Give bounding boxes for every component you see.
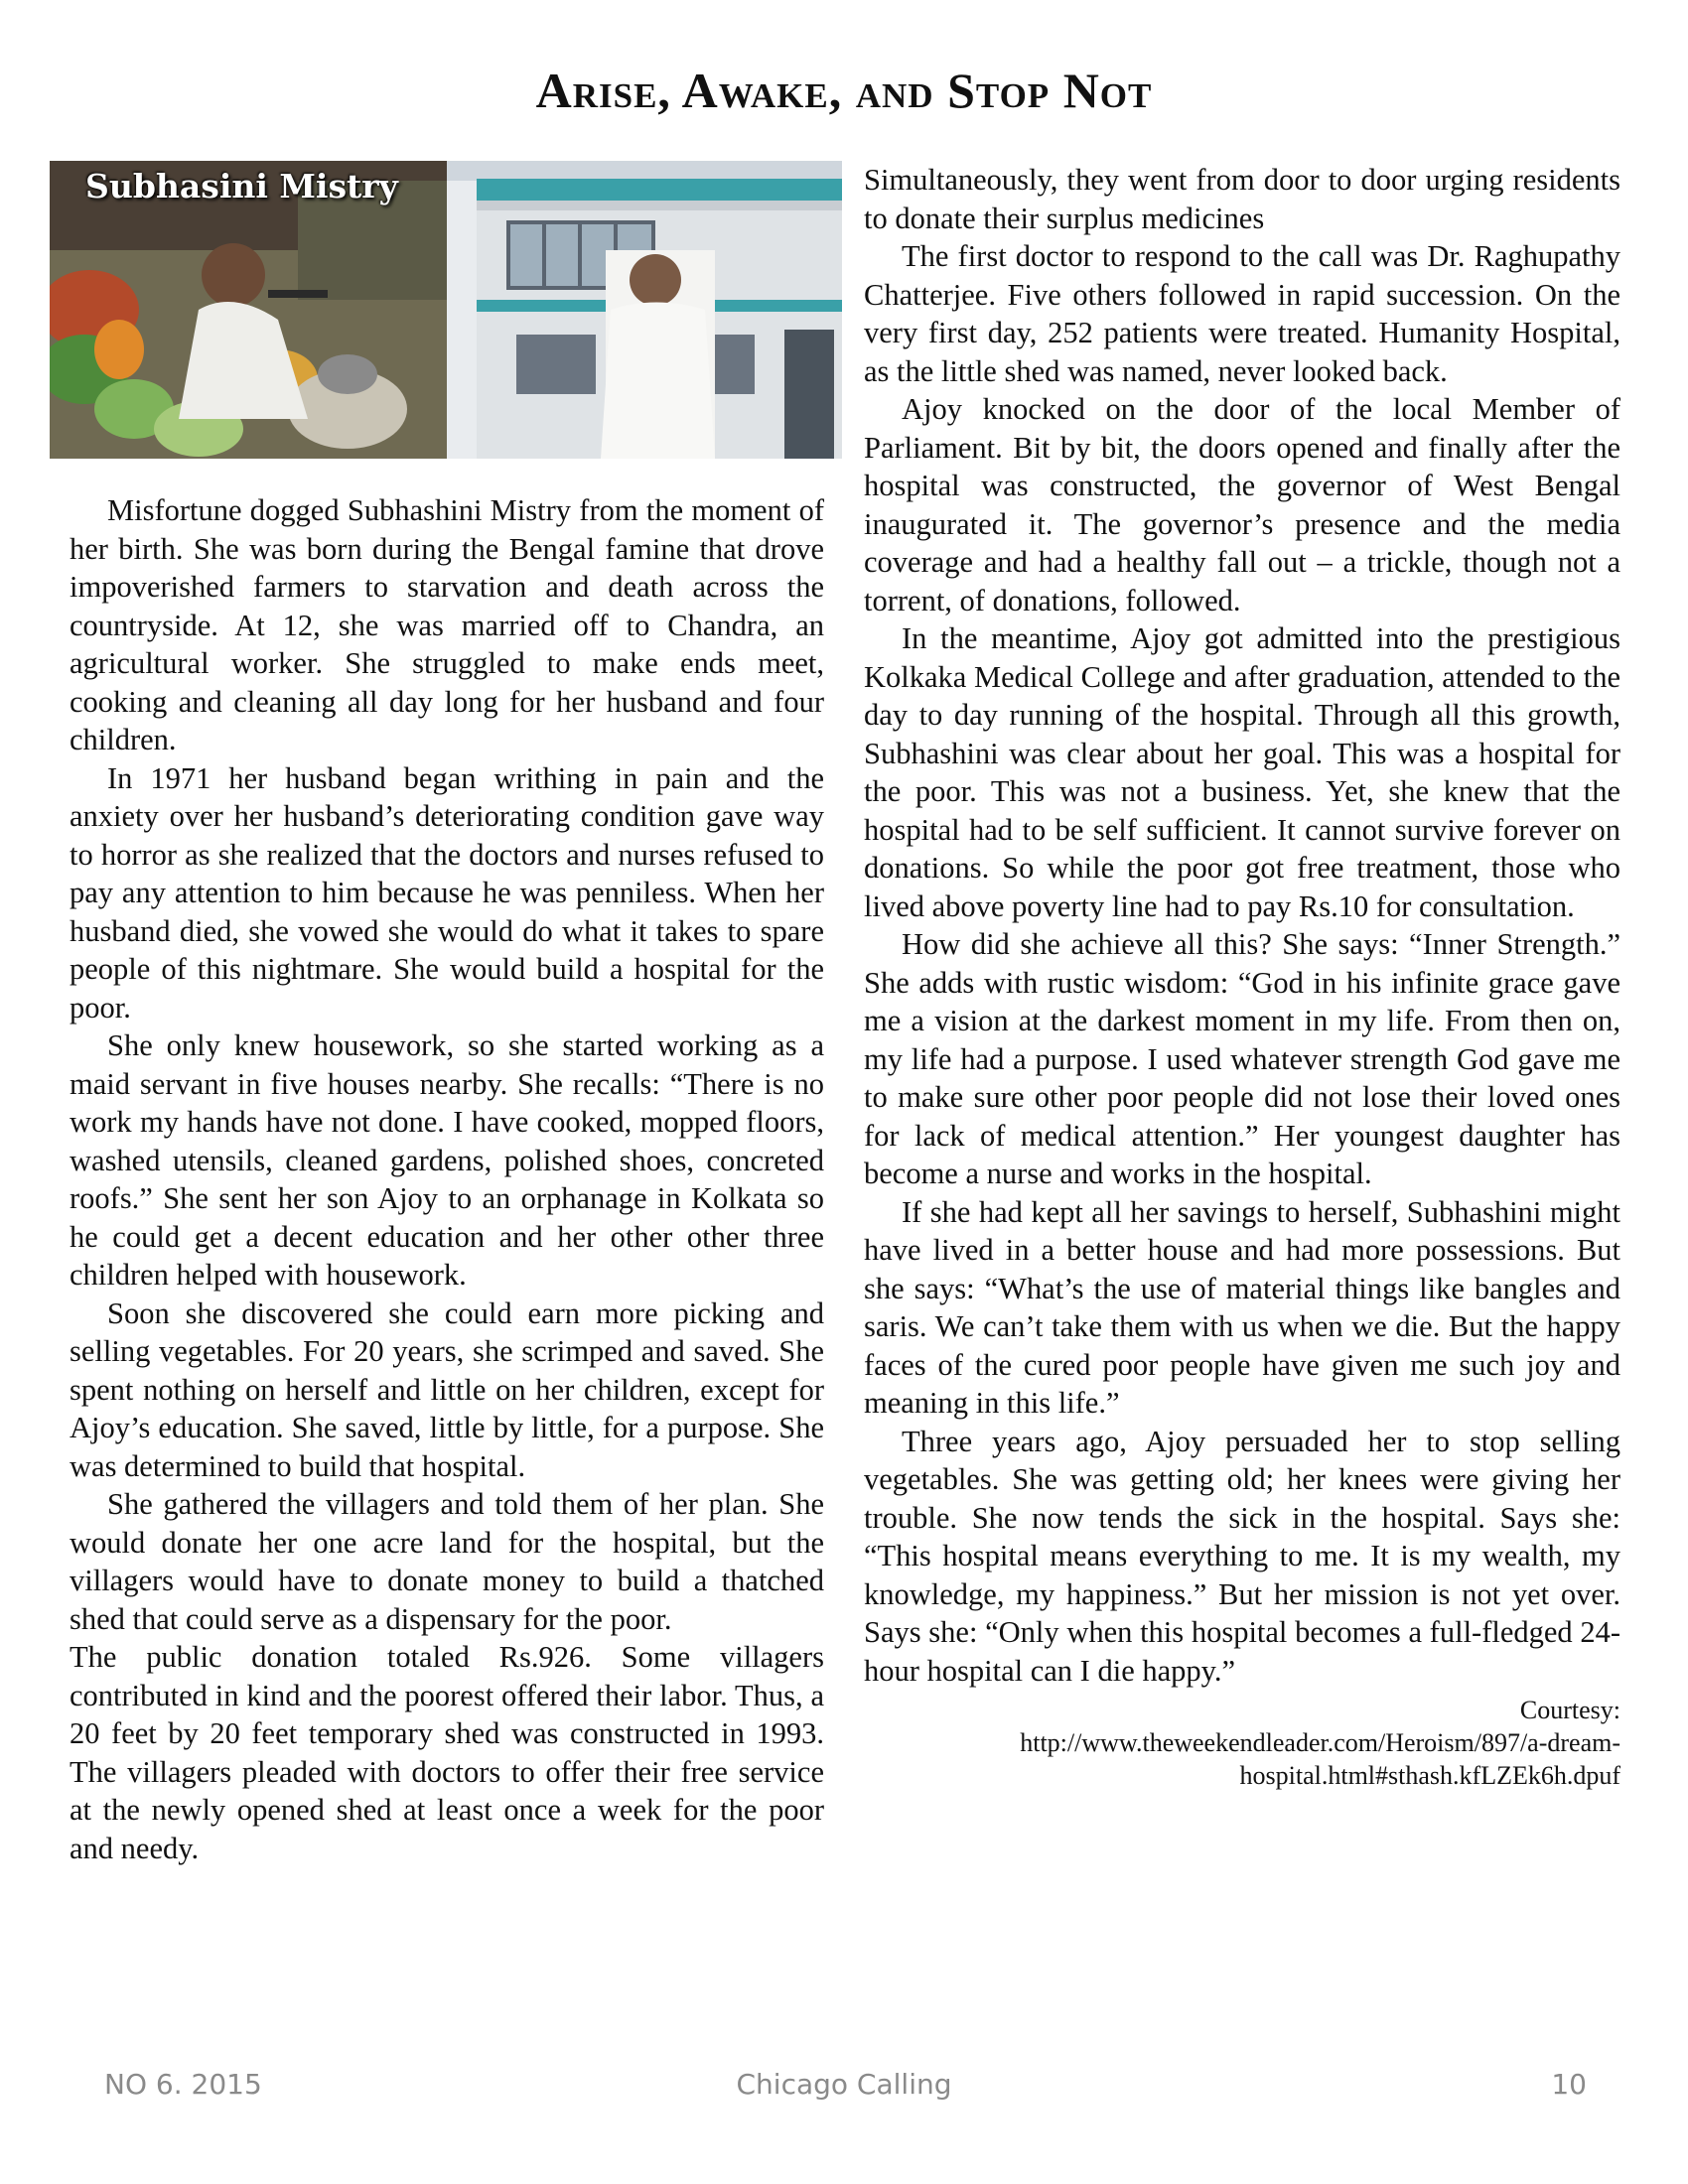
paragraph: Simultaneously, they went from door to door urging residents to donate their surplus medicines xyxy=(864,163,1620,235)
footer-publication: Chicago Calling xyxy=(736,2068,952,2101)
paragraph: How did she achieve all this? She says: “Inner Strength.” She adds with rustic wisdom: “God in his infinite grace gave me a vision at the darkest moment in my life. From then on, my life had a purpose. I used whatever strength God gave me to make sure other poor people did not lose their loved ones for lack of medical attention.” Her youngest daughter has become a nurse and works in the hospital. xyxy=(864,927,1620,1190)
paragraph: She gathered the villagers and told them of her plan. She would donate her one acre land for the hospital, but the villagers would have to donate money to build a thatched shed that could serve as a dispensary for the poor. xyxy=(70,1487,824,1636)
paragraph: In the meantime, Ajoy got admitted into the prestigious Kolkaka Medical College and after graduation, attended to the day to day running of the hospital. Through all this growth, Subhashini was clear about her goal. This was a hospital for the poor. This was not a business. Yet, she knew that the hospital had to be self sufficient. It cannot survive forever on donations. So while the poor got free treatment, those who lived above poverty line had to pay Rs.10 for consultation. xyxy=(864,621,1620,923)
paragraph: The public donation totaled Rs.926. Some villagers contributed in kind and the poorest offered their labor. Thus, a 20 feet by 20 feet temporary shed was constructed in 1993. The villagers pleaded with doctors to offer their free service at the newly opened shed at least once a week for the poor and needy. xyxy=(70,1640,824,1865)
paragraph: She only knew housework, so she started working as a maid servant in five houses nearby. She recalls: “There is no work my hands have not done. I have cooked, mopped floors, washed utensils, cleaned gardens, polished shoes, concreted roofs.” She sent her son Ajoy to an orphanage in Kolkata so he could get a decent education and her other other three children helped with housework. xyxy=(70,1028,824,1292)
paragraph: Ajoy knocked on the door of the local Member of Parliament. Bit by bit, the doors opened and finally after the hospital was constructed, the governor of West Bengal inaugurated it. The governor’s presence and the media coverage and had a healthy fall out – a trickle, though not a torrent, of donations, followed. xyxy=(864,392,1620,617)
paragraph: The first doctor to respond to the call was Dr. Raghupathy Chatterjee. Five others followed in rapid succession. On the very first day, 252 patients were treated. Humanity Hospital, as the little shed was named, never looked back. xyxy=(864,239,1620,388)
paragraph: Misfortune dogged Subhashini Mistry from the moment of her birth. She was born during the Bengal famine that drove impoverished farmers to starvation and death across the countryside. At 12, she was married off to Chandra, an agricultural worker. She struggled to make ends meet, cooking and cleaning all day long for her husband and four children. xyxy=(70,493,824,756)
paragraph: Three years ago, Ajoy persuaded her to stop selling vegetables. She was getting old; her knees were giving her trouble. She now tends the sick in the hospital. Says she: “This hospital means everything to me. It is my wealth, my knowledge, my happiness.” But her mission is not yet over. Says she: “Only when this hospital becomes a full-fledged 24-hour hospital can I die happy.” xyxy=(864,1424,1620,1688)
paragraph: If she had kept all her savings to herself, Subhashini might have lived in a better house and had more possessions. But she says: “What’s the use of material things like bangles and saris. We can’t take them with us when we die. But the happy faces of the cured poor people have given me such joy and meaning in this life.” xyxy=(864,1194,1620,1420)
paragraph: Soon she discovered she could earn more picking and selling vegetables. For 20 years, she scrimped and saved. She spent nothing on herself and little on her children, except for Ajoy’s education. She saved, little by little, for a purpose. She was determined to build that hospital. xyxy=(70,1296,824,1483)
footer-issue: NO 6. 2015 xyxy=(104,2068,262,2101)
article-photo xyxy=(50,161,842,459)
market-photo xyxy=(50,161,447,459)
courtesy-url: http://www.theweekendleader.com/Heroism/897/a-dream-hospital.html#sthash.kfLZEk6h.dpuf xyxy=(1020,1728,1620,1790)
photo-caption: Subhasini Mistry xyxy=(85,167,398,205)
footer-page-number: 10 xyxy=(1551,2068,1587,2101)
courtesy-label: Courtesy: xyxy=(1519,1696,1620,1724)
article-column-right xyxy=(864,161,1620,1792)
article-column-left xyxy=(70,491,824,1867)
paragraph: In 1971 her husband began writhing in pain and the anxiety over her husband’s deteriorating condition gave way to horror as she realized that the doctors and nurses refused to pay any attention to him because he was penniless. When her husband died, she vowed she would do what it takes to spare people of this nightmare. She would build a hospital for the poor. xyxy=(70,760,824,1024)
hospital-photo xyxy=(447,161,842,459)
page-title: Arise, Awake, and Stop Not xyxy=(535,63,1153,118)
